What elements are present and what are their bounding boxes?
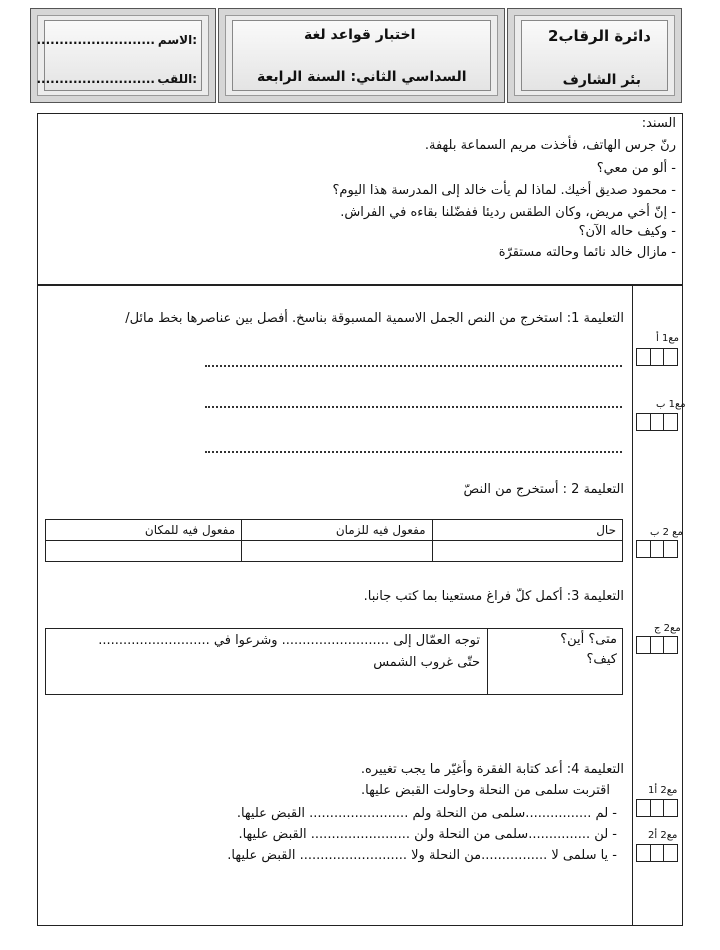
q3-hints-1: متى؟ أين؟ bbox=[560, 632, 617, 647]
name-label: الاسم: bbox=[157, 33, 197, 47]
q3-instruction: التعليمة 3: أكمل كلّ فراغ مستعينا بما كتب جانبا. bbox=[363, 589, 624, 604]
q2-table bbox=[45, 519, 623, 562]
surname-label: اللقب: bbox=[157, 72, 197, 86]
q1-instruction: التعليمة 1: استخرج من النص الجمل الاسمية المسبوقة بناسخ. أفصل بين عناصرها بخط مائل/ bbox=[125, 311, 624, 326]
q2-col-time: مفعول فيه للزمان bbox=[242, 520, 432, 541]
q3-box-divider bbox=[487, 628, 488, 695]
q1-answer-line-3 bbox=[205, 451, 622, 453]
semester-label: السداسي الثاني: السنة الرابعة bbox=[257, 69, 467, 85]
header-school-box bbox=[507, 8, 682, 103]
q4-line-2: - لن ...............سلمى من النحلة ولن ........................ القبض عليها. bbox=[238, 827, 617, 842]
sanad-line-3: - محمود صديق أخيك. لماذا لم يأت خالد إلى المدرسة هذا اليوم؟ bbox=[332, 183, 676, 198]
q2-table-answer-row bbox=[46, 541, 623, 562]
q2-mark: مع 2 ب bbox=[650, 527, 683, 538]
sanad-line-5: - وكيف حاله الآن؟ bbox=[578, 224, 676, 239]
exam-title: اختبار قواعد لغة bbox=[304, 27, 416, 43]
school-label: بئر الشارف bbox=[562, 72, 641, 88]
q2-table-header-row bbox=[46, 520, 623, 541]
q2-instruction: التعليمة 2 : أستخرج من النصّ bbox=[463, 482, 624, 497]
circle-label: دائرة الرقاب2 bbox=[548, 27, 651, 45]
header-title-box bbox=[218, 8, 505, 103]
q1-mark-a: مع1 أ bbox=[656, 333, 680, 344]
q1-answer-line-1 bbox=[205, 365, 622, 367]
q4-sentence: اقتربت سلمى من النحلة وحاولت القبض عليها. bbox=[360, 783, 610, 798]
q2-answer-time[interactable] bbox=[242, 541, 432, 562]
q1-mark-b-grid bbox=[636, 413, 678, 431]
q2-answer-hal[interactable] bbox=[432, 541, 622, 562]
surname-dots: .......................... bbox=[36, 72, 155, 86]
q2-col-place: مفعول فيه للمكان bbox=[46, 520, 242, 541]
q4-instruction: التعليمة 4: أعد كتابة الفقرة وأغيّر ما يجب تغييره. bbox=[360, 762, 624, 777]
sanad-label: السند: bbox=[641, 116, 676, 131]
q1-answer-line-2 bbox=[205, 406, 622, 408]
sanad-line-2: - ألو من معي؟ bbox=[596, 161, 676, 176]
q4-line-1: - لم ................سلمى من النحلة ولم ........................ القبض عليها. bbox=[236, 806, 617, 821]
marks-column-divider bbox=[632, 285, 633, 926]
q3-line-2: حتّى غروب الشمس bbox=[373, 655, 480, 670]
q3-hints-2: كيف؟ bbox=[586, 652, 617, 667]
q2-col-hal: حال bbox=[432, 520, 622, 541]
q3-mark-grid bbox=[636, 636, 678, 654]
sanad-line-6: - مازال خالد نائما وحالته مستقرّة bbox=[498, 245, 676, 260]
q4-mark-1-grid bbox=[636, 799, 678, 817]
sanad-line-1: رنّ جرس الهاتف، فأخذت مريم السماعة بلهفة. bbox=[424, 138, 676, 153]
q4-mark-1: مع2 أ1 bbox=[648, 785, 678, 796]
q4-line-3: - يا سلمى لا ................من النحلة ولا .......................... القبض عليها. bbox=[227, 848, 617, 863]
q1-mark-a-grid bbox=[636, 348, 678, 366]
sanad-line-4: - إنّ أخي مريض، وكان الطقس رديئا ففضّلنا بقاءه في الفراش. bbox=[340, 205, 676, 220]
q4-mark-2-grid bbox=[636, 844, 678, 862]
q2-answer-place[interactable] bbox=[46, 541, 242, 562]
q2-mark-grid bbox=[636, 540, 678, 558]
name-dots: .......................... bbox=[36, 33, 155, 47]
q3-line-1: توجه العمّال إلى .......................... وشرعوا في ........................... bbox=[98, 633, 480, 648]
header-name-box bbox=[30, 8, 216, 103]
q4-mark-2: مع2 أ2 bbox=[648, 830, 678, 841]
q3-mark: مع2 ج bbox=[654, 623, 681, 634]
q1-mark-b: مع1 ب bbox=[656, 399, 686, 410]
